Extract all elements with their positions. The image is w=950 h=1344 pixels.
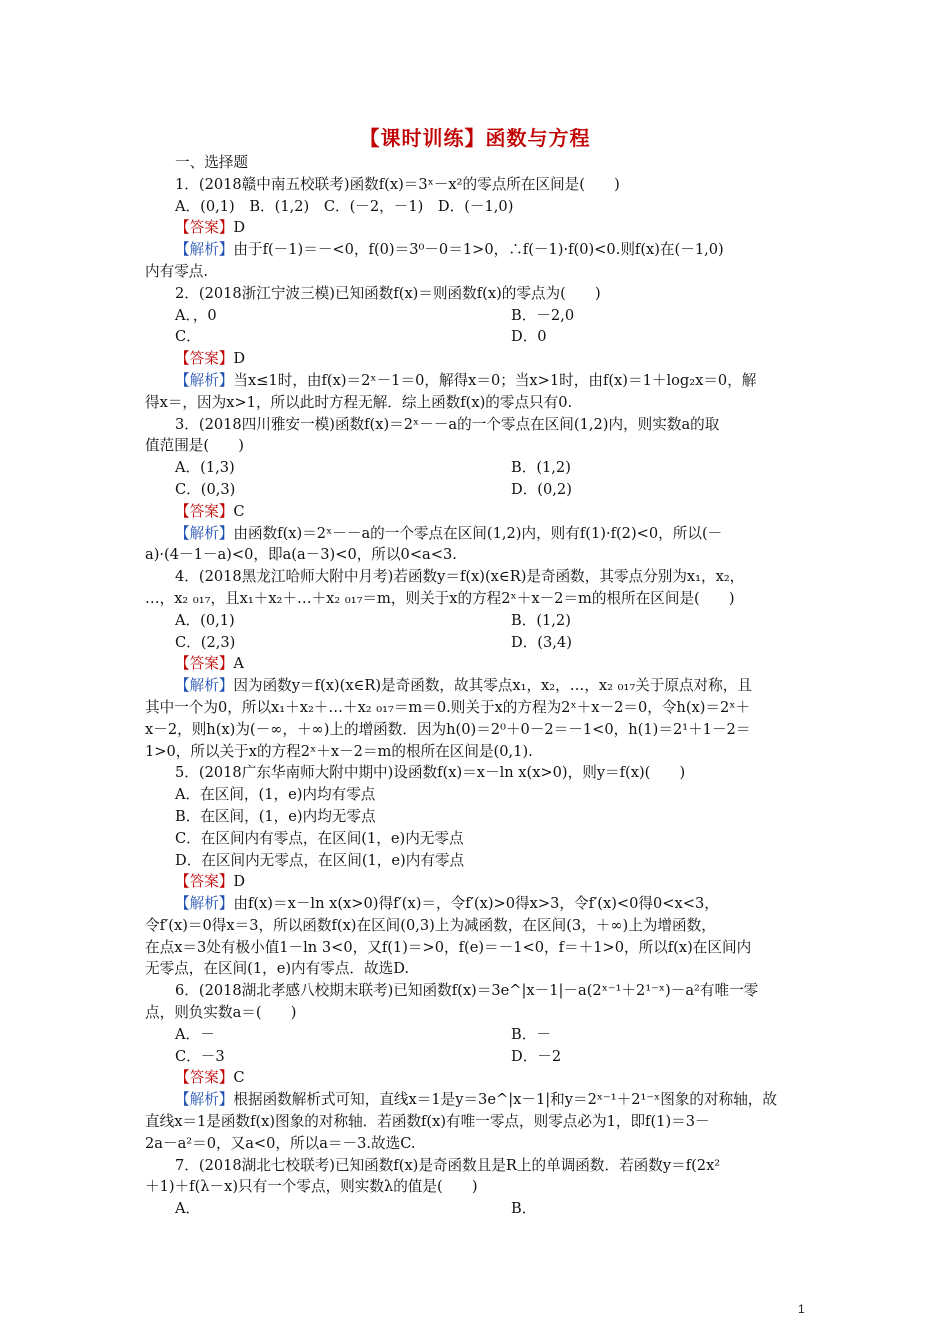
question-6-analysis-cont-2: 2a－a²＝0，又a<0，所以a＝－3.故选C.	[145, 1134, 416, 1152]
question-4-analysis: 【解析】因为函数y＝f(x)(x∈R)是奇函数，故其零点x₁，x₂，…，x₂ ₀₁₇关于原点对称，且	[175, 677, 752, 695]
page-number: 1	[798, 1302, 805, 1316]
question-7-options-row-1	[145, 1198, 807, 1220]
option-c: C．－3	[175, 1047, 225, 1065]
question-3-options-row-2	[145, 479, 807, 501]
question-6-stem: 6．(2018湖北孝感八校期末联考)已知函数f(x)＝3e^|x－1|－a(2ˣ⁻¹＋2¹⁻ˣ)－a²有唯一零	[175, 982, 759, 1000]
question-2-analysis-cont: 得x＝，因为x>1，所以此时方程无解．综上函数f(x)的零点只有0.	[145, 393, 573, 411]
question-6-answer: 【答案】C	[175, 1069, 245, 1087]
option-d: D．(0,2)	[511, 480, 572, 498]
question-3-analysis-cont: a)·(4－1－a)<0，即a(a－3)<0，所以0<a<3.	[145, 546, 457, 564]
question-3-analysis: 【解析】由函数f(x)＝2ˣ－－a的一个零点在区间(1,2)内，则有f(1)·f(2)<0，所以(－	[175, 524, 723, 542]
question-3-options-row-1	[145, 457, 807, 479]
question-6-options-row-1	[145, 1024, 807, 1046]
section-heading: 一、选择题	[175, 154, 248, 171]
question-4-analysis-cont-3: 1>0，所以关于x的方程2ˣ＋x－2＝m的根所在区间是(0,1).	[145, 742, 533, 760]
document-title: 【课时训练】函数与方程	[359, 126, 591, 150]
question-6-analysis-cont-1: 直线x＝1是函数f(x)图象的对称轴．若函数f(x)有唯一零点，则零点必为1，即f(1)＝3－	[145, 1113, 710, 1131]
question-4-analysis-cont-1: 其中一个为0，所以x₁＋x₂＋…＋x₂ ₀₁₇＝m＝0.则关于x的方程为2ˣ＋x－2＝0，令h(x)＝2ˣ＋	[145, 698, 751, 716]
option-b: B．－2,0	[511, 306, 575, 324]
question-5-stem: 5．(2018广东华南师大附中期中)设函数f(x)＝x－ln x(x>0)，则y＝f(x)( )	[175, 764, 686, 782]
question-3-answer: 【答案】C	[175, 502, 245, 520]
question-7-stem: 7．(2018湖北七校联考)已知函数f(x)是奇函数且是R上的单调函数．若函数y＝f(2x²	[175, 1156, 721, 1174]
question-5-analysis-cont-3: 无零点，在区间(1，e)内有零点．故选D.	[145, 960, 410, 978]
question-2-analysis: 【解析】当x≤1时，由f(x)＝2ˣ－1＝0，解得x＝0；当x>1时，由f(x)＝1＋log₂x＝0，解	[175, 371, 757, 389]
question-5-option-b: B．在区间，(1，e)内均无零点	[175, 807, 376, 825]
question-5-analysis: 【解析】由f(x)＝x－ln x(x>0)得f′(x)＝，令f′(x)>0得x>3，令f′(x)<0得0<x<3，	[175, 895, 719, 913]
question-2-answer: 【答案】D	[175, 350, 246, 368]
option-a: A．	[175, 1200, 201, 1218]
option-a: A．(0,1)	[175, 611, 235, 629]
question-1-stem: 1．(2018赣中南五校联考)函数f(x)＝3ˣ－x²的零点所在区间是( )	[175, 175, 620, 193]
option-b: B．(1,2)	[511, 459, 571, 477]
question-4-options-row-1	[145, 610, 807, 632]
document-body	[145, 152, 807, 1220]
question-6-options-row-2	[145, 1046, 807, 1068]
question-5-option-c: C．在区间内有零点，在区间(1，e)内无零点	[175, 829, 464, 847]
question-2-stem: 2．(2018浙江宁波三模)已知函数f(x)＝则函数f(x)的零点为( )	[175, 284, 601, 302]
question-4-analysis-cont-2: x－2，则h(x)为(－∞，＋∞)上的增函数．因为h(0)＝2⁰＋0－2＝－1<0，h(1)＝2¹＋1－2＝	[145, 720, 751, 738]
question-4-answer: 【答案】A	[175, 655, 244, 673]
option-a: A．，0	[175, 306, 217, 324]
question-2-options-row-1	[145, 305, 807, 327]
question-7-stem-cont: ＋1)＋f(λ－x)只有一个零点，则实数λ的值是( )	[145, 1178, 478, 1196]
question-4-options-row-2	[145, 632, 807, 654]
question-5-option-d: D．在区间内无零点，在区间(1，e)内有零点	[175, 851, 465, 869]
question-6-analysis: 【解析】根据函数解析式可知，直线x＝1是y＝3e^|x－1|和y＝2ˣ⁻¹＋2¹⁻ˣ图象的对称轴，故	[175, 1091, 777, 1109]
question-1-answer: 【答案】D	[175, 219, 246, 237]
question-4-stem-cont: …，x₂ ₀₁₇，且x₁＋x₂＋…＋x₂ ₀₁₇＝m，则关于x的方程2ˣ＋x－2＝m的根所在区间是( )	[145, 589, 735, 607]
question-5-analysis-cont-2: 在点x＝3处有极小值1－ln 3<0，又f(1)＝>0，f(e)＝－1<0，f＝＋1>0，所以f(x)在区间内	[145, 938, 752, 956]
question-6-stem-cont: 点，则负实数a＝( )	[145, 1004, 297, 1022]
option-a: A．－	[175, 1025, 215, 1043]
option-a: A．(1,3)	[175, 459, 235, 477]
question-4-stem: 4．(2018黑龙江哈师大附中月考)若函数y＝f(x)(x∈R)是奇函数，其零点分别为x₁，x₂，	[175, 568, 745, 586]
option-d: D．0	[511, 328, 547, 346]
question-1-analysis: 【解析】由于f(－1)＝－<0，f(0)＝3⁰－0＝1>0，∴f(－1)·f(0)<0.则f(x)在(－1,0)	[175, 241, 724, 259]
option-b: B．	[511, 1200, 537, 1218]
question-3-stem-cont: 值范围是( )	[145, 437, 244, 455]
option-c: C．	[175, 328, 201, 346]
option-c: C．(0,3)	[175, 480, 236, 498]
question-5-answer: 【答案】D	[175, 873, 246, 891]
question-1-options: A．(0,1) B．(1,2) C．(－2，－1) D．(－1,0)	[175, 197, 514, 215]
option-d: D．(3,4)	[511, 633, 572, 651]
question-5-analysis-cont-1: 令f′(x)＝0得x＝3，所以函数f(x)在区间(0,3)上为减函数，在区间(3，＋∞)上为增函数，	[145, 916, 716, 934]
option-b: B．－	[511, 1025, 551, 1043]
question-3-stem: 3．(2018四川雅安一模)函数f(x)＝2ˣ－－a的一个零点在区间(1,2)内，则实数a的取	[175, 415, 720, 433]
question-5-option-a: A．在区间，(1，e)内均有零点	[175, 786, 376, 804]
option-c: C．(2,3)	[175, 633, 236, 651]
option-b: B．(1,2)	[511, 611, 571, 629]
question-1-analysis-cont: 内有零点.	[145, 262, 209, 280]
question-2-options-row-2	[145, 326, 807, 348]
option-d: D．－2	[511, 1047, 562, 1065]
